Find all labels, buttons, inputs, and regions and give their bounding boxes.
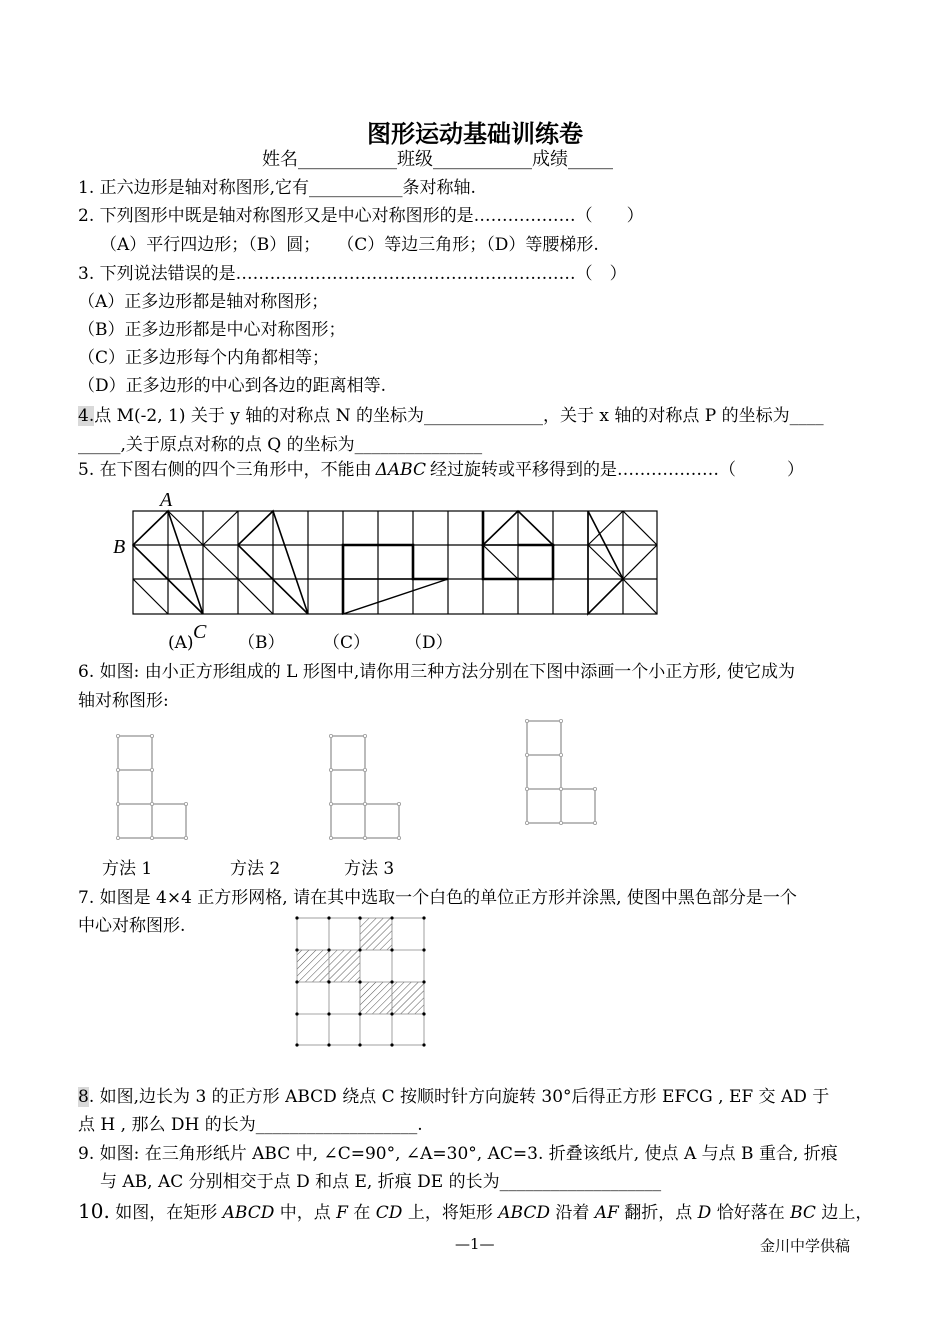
label-a: A	[160, 489, 173, 511]
question-6-line-1: 6. 如图: 由小正方形组成的 L 形图中,请你用三种方法分别在下图中添画一个小正方形, 使它成为	[78, 662, 796, 682]
question-3-stem: 3. 下列说法错误的是……………………………………………………（ ）	[78, 264, 627, 284]
q10-text-5: 沿着	[549, 1203, 595, 1223]
question-8-line-1	[78, 1085, 829, 1109]
q10-line-af: AF	[594, 1203, 619, 1223]
question-1: 1. 正六边形是轴对称图形,它有___________条对称轴.	[78, 178, 476, 198]
page-title: 图形运动基础训练卷	[367, 119, 583, 148]
question-4-line-2: _____,关于原点对称的点 Q 的坐标为_______________	[78, 435, 483, 455]
student-info-line: 姓名___________班级___________成绩_____	[262, 149, 613, 170]
question-8-number: 8	[78, 1087, 89, 1107]
q10-side-cd: CD	[375, 1203, 403, 1223]
method-3-label: 方法 3	[344, 859, 395, 879]
method-1-label: 方法 1	[102, 859, 153, 879]
label-c: C	[193, 621, 207, 643]
question-5-text-a: 5. 在下图右侧的四个三角形中，不能由	[78, 460, 372, 480]
question-2-stem: 2. 下列图形中既是轴对称图形又是中心对称图形的是………………（ ）	[78, 206, 644, 226]
question-9-line-1: 9. 如图: 在三角形纸片 ABC 中, ∠C=90°, ∠A=30°, AC=3. 折叠该纸片, 使点 A 与点 B 重合, 折痕	[78, 1144, 838, 1164]
question-4-text: 点 M(-2, 1) 关于 y 轴的对称点 N 的坐标为______________，关于 x 轴的对称点 P 的坐标为____	[94, 406, 824, 426]
question-9-line-2: 与 AB, AC 分别相交于点 D 和点 E, 折痕 DE 的长为___________________	[100, 1172, 662, 1192]
q10-text-4: 上，将矩形	[402, 1203, 499, 1223]
q10-text-8: 边上，	[815, 1203, 873, 1223]
question-8-text: . 如图,边长为 3 的正方形 ABCD 绕点 C 按顺时针方向旋转 30°后得正方形 EFCG , EF 交 AD 于	[88, 1087, 830, 1107]
option-c-label: （C）	[323, 633, 371, 653]
q10-text-2: 中，点	[274, 1203, 337, 1223]
q10-text-7: 恰好落在	[711, 1203, 791, 1223]
option-b-label: （B）	[238, 633, 285, 653]
option-a-label: (A)	[168, 633, 194, 653]
question-5-text-b: 经过旋转或平移得到的是………………（ ）	[430, 460, 804, 480]
question-2-options: （A）平行四边形；（B）圆； （C）等边三角形；（D）等腰梯形.	[100, 235, 599, 255]
q10-point-f: F	[336, 1203, 348, 1223]
question-7-line-2: 中心对称图形.	[78, 916, 186, 936]
q10-rect-abcd: ABCD	[222, 1203, 275, 1223]
method-2-label: 方法 2	[230, 859, 281, 879]
triangle-abc-symbol: ΔABC	[375, 460, 426, 480]
q10-side-bc: BC	[790, 1203, 816, 1223]
q10-point-d: D	[697, 1203, 712, 1223]
question-10-line-1	[78, 1199, 872, 1225]
question-8-line-2: 点 H , 那么 DH 的长为___________________.	[78, 1115, 423, 1135]
source-note: 金川中学供稿	[760, 1237, 851, 1255]
question-7-line-1: 7. 如图是 4×4 正方形网格, 请在其中选取一个白色的单位正方形并涂黑, 使图中黑色部分是一个	[78, 888, 797, 908]
q10-text-6: 翻折，点	[618, 1203, 698, 1223]
question-3-option-b: （B）正多边形都是中心对称图形；	[78, 320, 346, 340]
page-number: —1—	[455, 1235, 495, 1253]
question-3-option-d: （D）正多边形的中心到各边的距离相等.	[78, 376, 387, 396]
label-b: B	[113, 536, 126, 558]
question-4-number: 4.	[78, 406, 95, 426]
q10-text-1: 如图，在矩形	[109, 1203, 223, 1223]
question-3-option-c: （C）正多边形每个内角都相等；	[78, 348, 330, 368]
shaded-cells	[297, 918, 424, 1014]
question-10-number: 10.	[78, 1199, 110, 1223]
option-d-label: （D）	[405, 633, 453, 653]
question-6-line-2: 轴对称图形:	[78, 691, 169, 711]
q10-rect-abcd-2: ABCD	[498, 1203, 550, 1223]
q10-text-3: 在	[347, 1203, 376, 1223]
question-3-option-a: （A）正多边形都是轴对称图形；	[78, 292, 329, 312]
